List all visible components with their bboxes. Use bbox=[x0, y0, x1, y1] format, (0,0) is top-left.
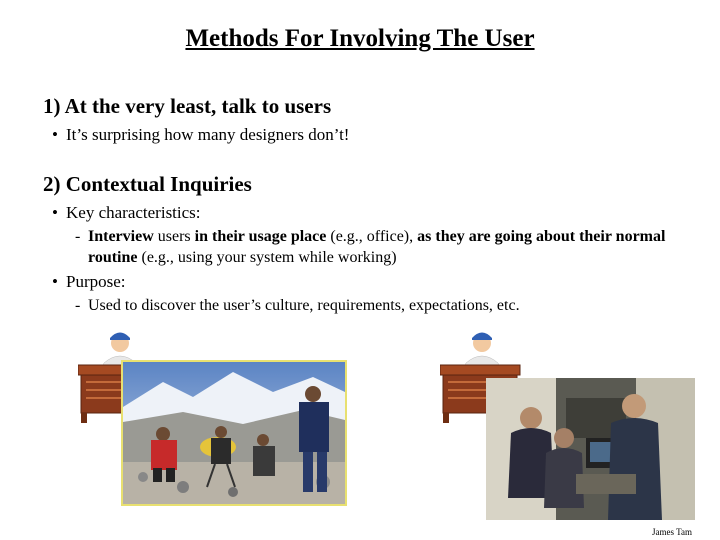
section1-heading: 1) At the very least, talk to users bbox=[43, 94, 332, 118]
key-characteristics-label: Key characteristics: bbox=[66, 203, 201, 222]
section1-bullet-text: It’s surprising how many designers don’t! bbox=[66, 125, 350, 144]
purpose-text: Used to discover the user’s culture, requirements, expectations, etc. bbox=[88, 297, 520, 314]
slide-title: Methods For Involving The User bbox=[185, 25, 535, 52]
purpose-label: Purpose: bbox=[66, 272, 126, 291]
key-characteristics-text bbox=[88, 226, 675, 268]
section2-heading: 2) Contextual Inquiries bbox=[43, 172, 252, 196]
key-characteristics-bullet: • Key characteristics: bbox=[52, 203, 201, 222]
emph-interview: Interview bbox=[88, 228, 154, 245]
purpose-item: - Used to discover the user’s culture, requirements, expectations, etc. bbox=[75, 297, 520, 314]
purpose-bullet: • Purpose: bbox=[52, 272, 126, 291]
emph-usage-place: in their usage place bbox=[194, 228, 327, 245]
text-part: (e.g., using your system while working) bbox=[137, 249, 397, 266]
computer-users-photo bbox=[486, 378, 695, 520]
mountain-expedition-photo bbox=[121, 360, 347, 506]
text-part: (e.g., office), bbox=[326, 228, 418, 245]
text-part: users bbox=[153, 228, 195, 245]
section1-bullet: • It’s surprising how many designers don’t! bbox=[52, 125, 350, 144]
author-credit: James Tam bbox=[652, 527, 692, 537]
key-characteristics-item: - Interview users in their usage place (e.g., office), as they are going about their normal routine (e.g., using your system while working) bbox=[75, 226, 675, 268]
emph-normal-routine: as they are going about their normal routine bbox=[88, 228, 666, 266]
